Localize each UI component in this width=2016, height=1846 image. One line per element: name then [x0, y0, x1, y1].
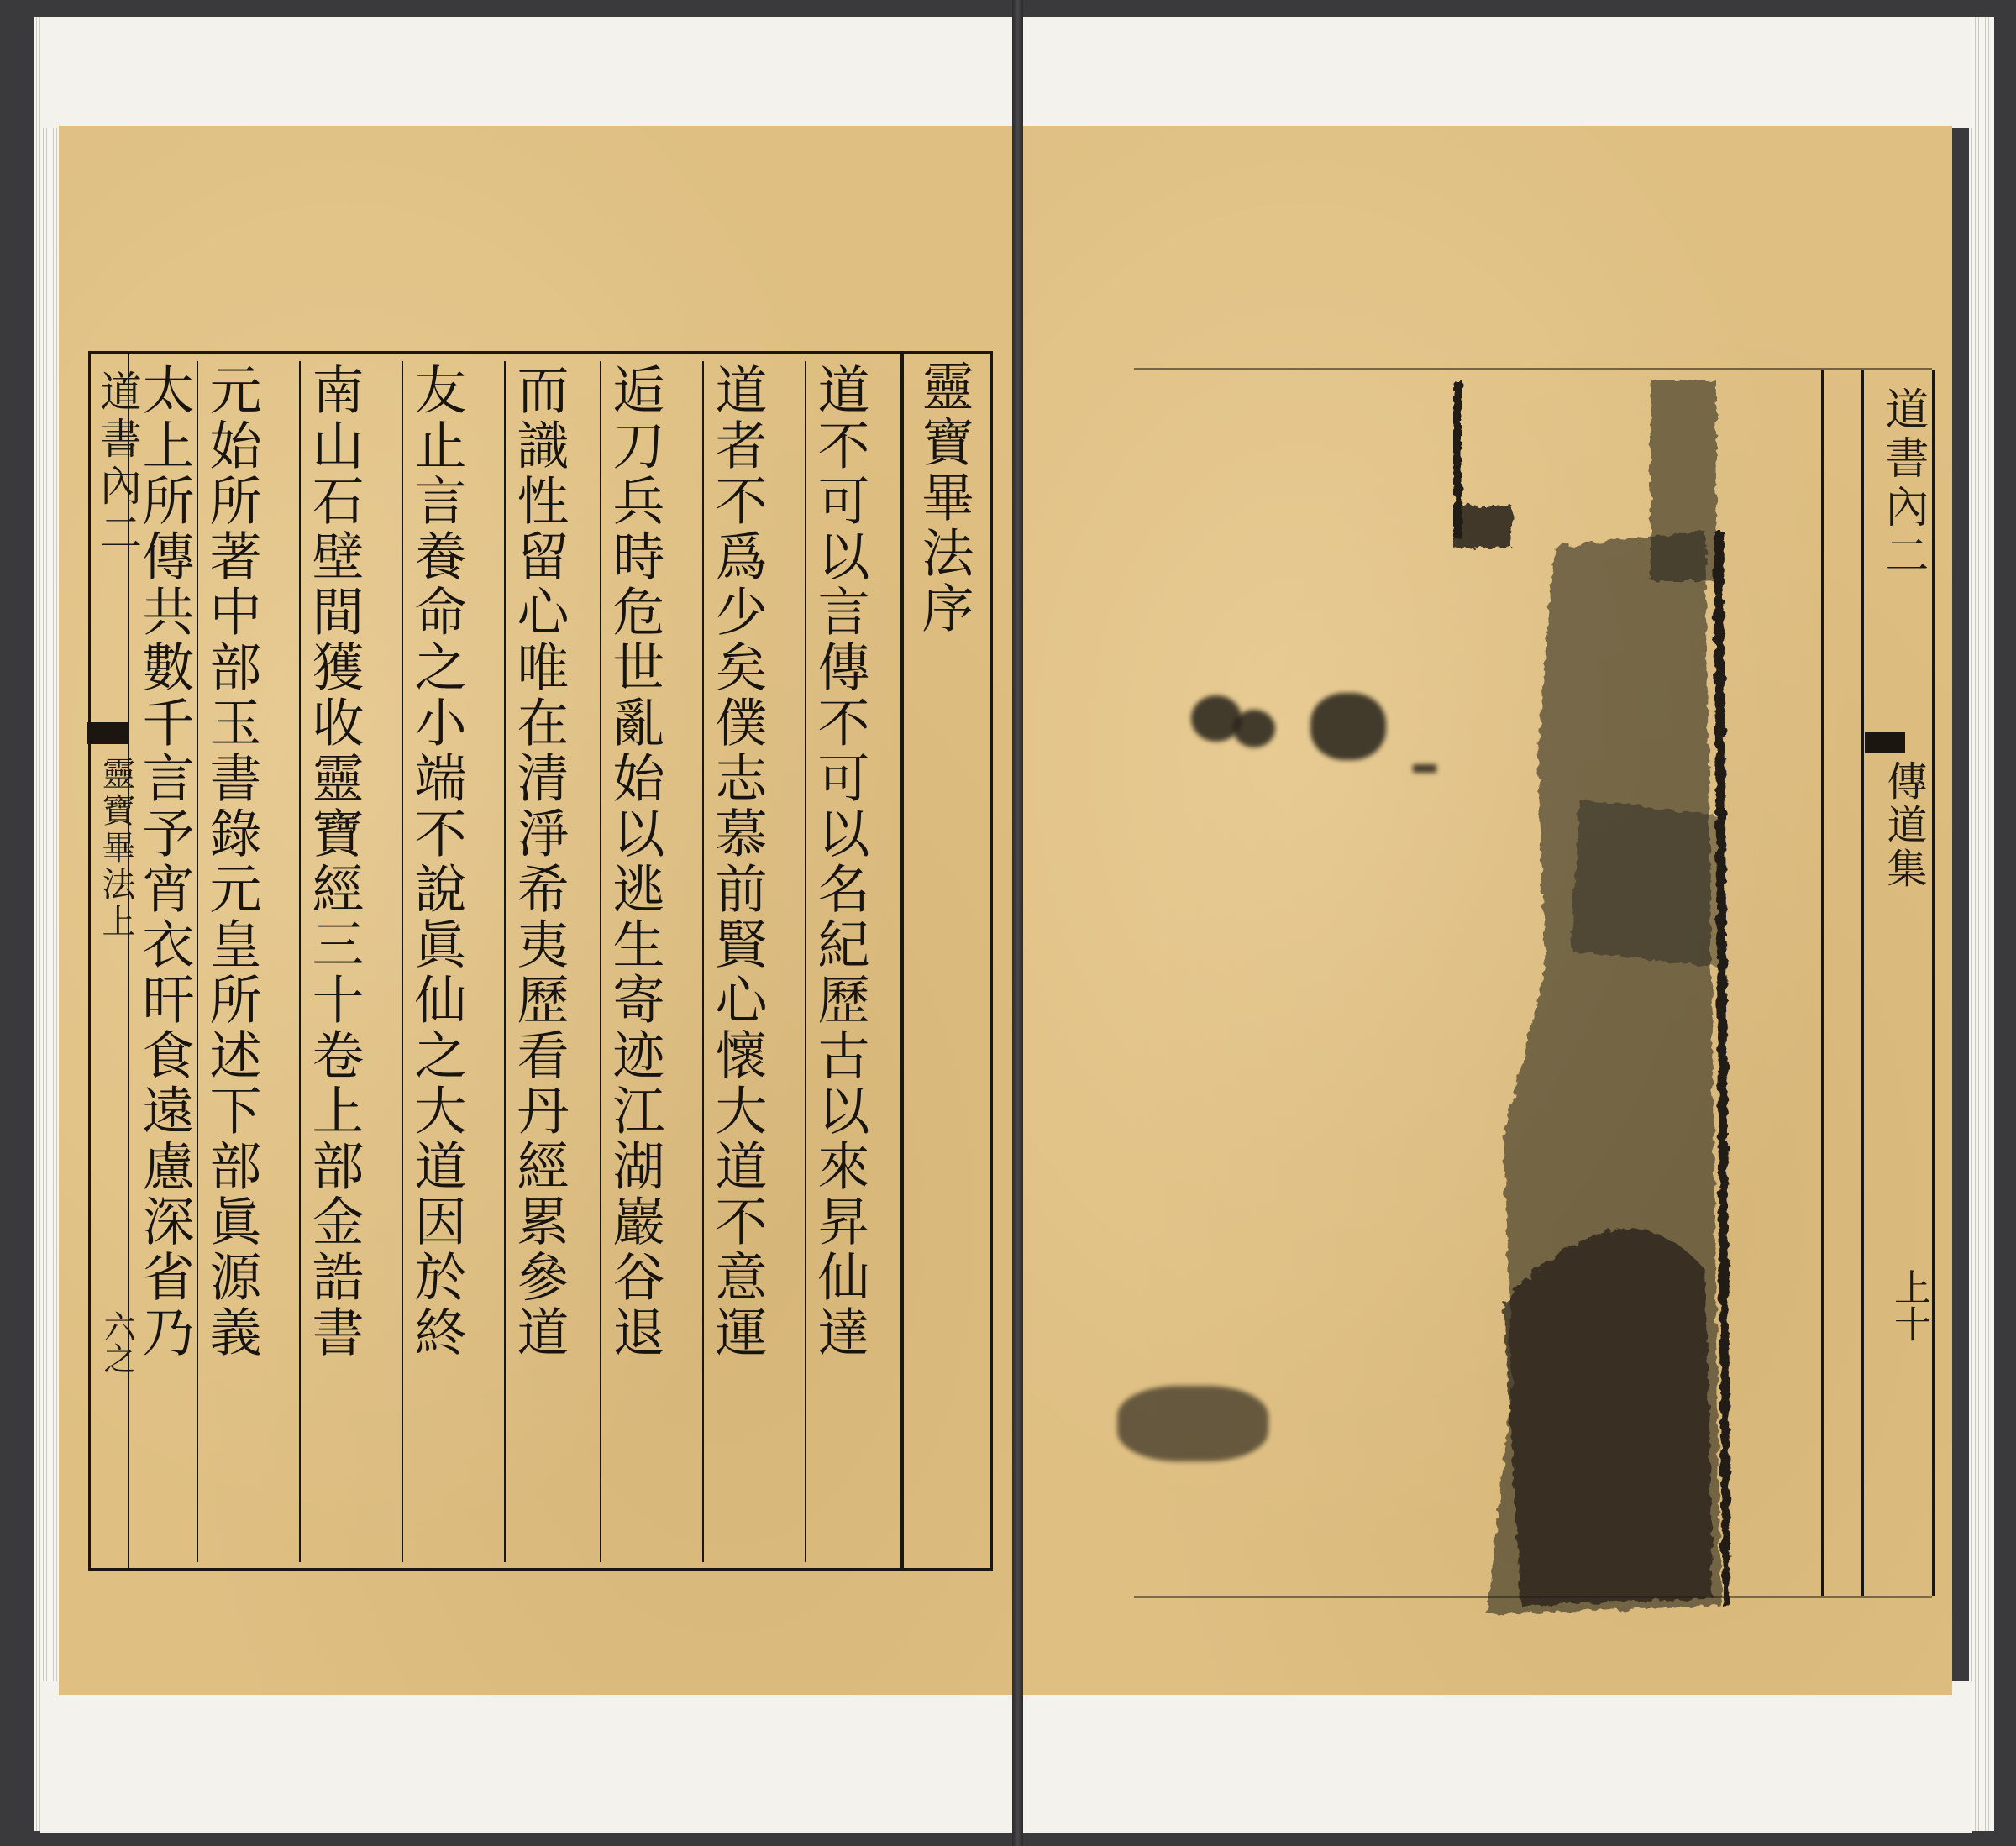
right-fish-tail-mark	[1865, 732, 1905, 753]
left-page-stack-edge	[34, 17, 59, 1831]
left-margin-subtitle: 靈寶畢法上	[97, 756, 135, 941]
cloud-ink-blot	[1310, 693, 1386, 760]
right-margin-subtitle: 傳道集	[1880, 760, 1927, 891]
right-frame-top-rule	[1134, 368, 1932, 370]
column-separator	[600, 361, 601, 1562]
left-frame-top-rule	[88, 351, 991, 354]
column-separator	[299, 361, 301, 1562]
right-margin-title: 道書內二	[1877, 386, 1928, 581]
column-separator	[805, 361, 806, 1562]
book-spine	[1012, 0, 1023, 1846]
left-frame-right-rule	[990, 351, 993, 1571]
rock-ink-blot	[1117, 1386, 1268, 1461]
left-frame-bottom-rule	[88, 1568, 991, 1571]
left-margin-title: 道書內二	[93, 370, 142, 558]
left-fish-tail-mark	[87, 722, 129, 744]
text-column-1: 道不可以言傳不可以名紀歷古以來昇仙達	[809, 363, 870, 1361]
text-column-6: 南山石壁間獲收靈寶經三十卷上部金誥書	[303, 363, 365, 1361]
text-column-2: 道者不爲少矣僕志慕前賢心懷大道不意運	[706, 363, 768, 1361]
column-separator	[504, 361, 506, 1562]
text-column-3: 逅刀兵時危世亂始以逃生寄迹江湖巖谷退	[604, 363, 665, 1361]
right-frame-margin-rule	[1821, 370, 1824, 1596]
right-page-stack-edge	[1969, 17, 1994, 1831]
text-column-4: 而識性留心唯在清淨希夷歷看丹經累參道	[508, 363, 570, 1361]
left-margin-folio: 六之	[98, 1310, 135, 1374]
left-frame-title-rule	[900, 353, 904, 1569]
right-frame-margin-rule-inner	[1861, 370, 1864, 1596]
column-separator	[197, 361, 198, 1562]
text-column-5: 友止言養命之小端不說眞仙之大道因於終	[406, 363, 467, 1361]
text-column-8: 太上所傳共數千言予宵衣旰食遠慮深省乃	[134, 363, 195, 1361]
cloud-ink-blot	[1233, 710, 1275, 747]
text-title: 靈寶畢法序	[913, 359, 974, 637]
column-separator	[702, 361, 704, 1562]
column-separator	[402, 361, 403, 1562]
woodblock-illustration	[1453, 380, 1751, 1623]
right-margin-folio: 上十	[1887, 1268, 1930, 1342]
text-column-7: 元始所著中部玉書錄元皇所述下部眞源義	[201, 363, 262, 1361]
top-paper-edge	[40, 17, 1972, 128]
bottom-paper-edge	[40, 1681, 1972, 1833]
bird-ink-mark	[1413, 764, 1436, 773]
